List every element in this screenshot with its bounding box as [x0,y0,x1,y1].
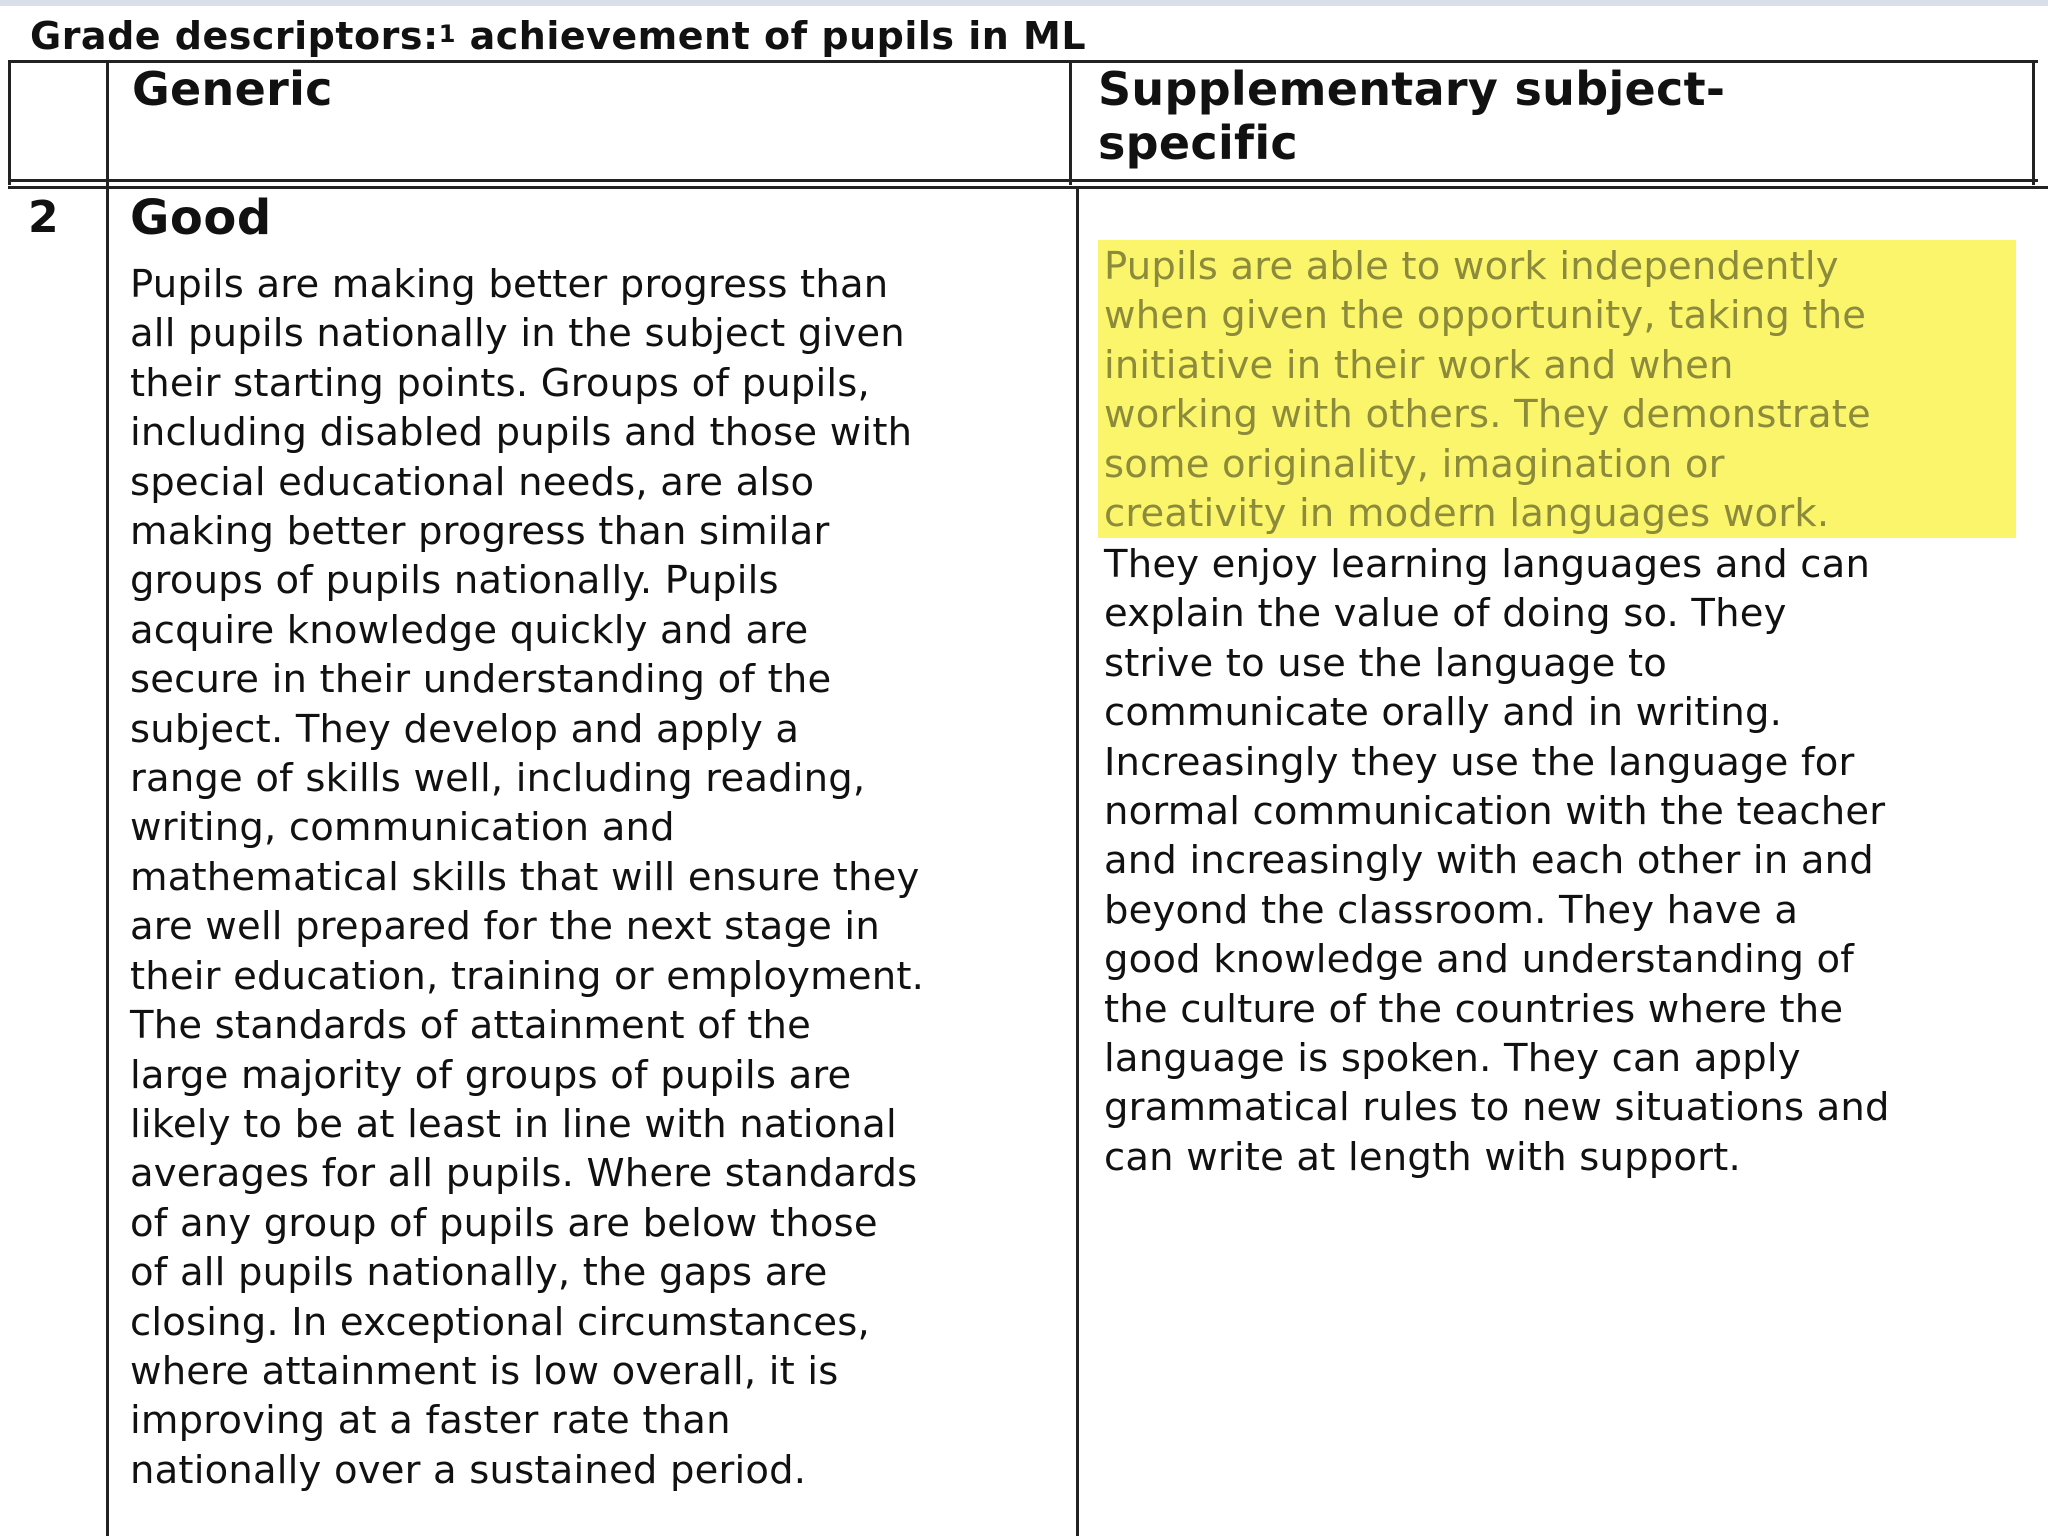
generic-line: closing. In exceptional circumstances, [130,1299,870,1345]
header-bottom-border-inner [8,186,2048,189]
header-bottom-border [8,179,2038,182]
generic-line: of any group of pupils are below those [130,1200,878,1246]
header-supplementary [1098,62,1725,170]
generic-descriptor [130,260,1065,1495]
generic-line: special educational needs, are also [130,459,815,505]
highlighted-line: Pupils are able to work independently [1104,244,1839,289]
supplementary-line: language is spoken. They can apply [1104,1036,1801,1082]
generic-line: their starting points. Groups of pupils, [130,360,870,406]
generic-line: writing, communication and [130,805,675,851]
generic-line: likely to be at least in line with national [130,1101,897,1147]
highlighted-descriptor [1104,242,2014,538]
generic-line: nationally over a sustained period. [130,1447,807,1493]
column-divider-1 [106,60,109,1536]
table-left-border [8,60,11,185]
generic-line: mathematical skills that will ensure they [130,854,920,900]
generic-line: The standards of attainment of the [130,1003,811,1049]
generic-line: large majority of groups of pupils are [130,1052,852,1098]
grade-name: Good [130,190,272,246]
supplementary-line: beyond the classroom. They have a [1104,887,1799,933]
generic-line: of all pupils nationally, the gaps are [130,1250,828,1296]
highlighted-line: some originality, imagination or [1104,441,1725,487]
generic-line: are well prepared for the next stage in [130,904,880,950]
generic-line: Pupils are making better progress than [130,262,889,307]
caption-rest: achievement of pupils in ML [455,14,1087,58]
supplementary-line: normal communication with the teacher [1104,789,1886,835]
supplementary-line: can write at length with support. [1104,1134,1741,1180]
generic-line: secure in their understanding of the [130,657,832,703]
supplementary-line: explain the value of doing so. They [1104,591,1787,637]
generic-line: including disabled pupils and those with [130,410,913,456]
generic-line: acquire knowledge quickly and are [130,607,809,653]
grade-number: 2 [28,192,59,243]
highlighted-line: working with others. They demonstrate [1104,392,1871,438]
footnote-marker: 1 [438,20,456,48]
supplementary-line: communicate orally and in writing. [1104,690,1783,736]
generic-line: groups of pupils nationally. Pupils [130,558,779,604]
column-divider-2-body [1076,186,1079,1536]
header-supplementary-line-1: Supplementary subject- [1098,62,1726,116]
window-top-edge [0,0,2048,6]
supplementary-line: They enjoy learning languages and can [1104,542,1871,587]
highlighted-line: creativity in modern languages work. [1104,491,1830,537]
header-supplementary-line-2: specific [1098,116,1298,170]
highlighted-line: when given the opportunity, taking the [1104,293,1867,339]
supplementary-line: strive to use the language to [1104,640,1668,686]
header-generic: Generic [132,62,333,116]
generic-line: where attainment is low overall, it is [130,1348,839,1394]
generic-line: all pupils nationally in the subject given [130,311,905,357]
table-caption [30,12,1086,60]
highlighted-line: initiative in their work and when [1104,342,1734,388]
generic-line: subject. They develop and apply a [130,706,800,752]
generic-line: making better progress than similar [130,509,830,555]
supplementary-line: Increasingly they use the language for [1104,739,1855,785]
supplementary-line: and increasingly with each other in and [1104,838,1874,884]
generic-line: improving at a faster rate than [130,1398,731,1444]
supplementary-descriptor [1104,540,2039,1182]
supplementary-line: the culture of the countries where the [1104,986,1844,1032]
caption-text: Grade descriptors: [30,14,439,58]
generic-line: their education, training or employment. [130,953,925,999]
supplementary-line: good knowledge and understanding of [1104,937,1855,983]
generic-line: averages for all pupils. Where standards [130,1151,918,1197]
supplementary-line: grammatical rules to new situations and [1104,1085,1890,1131]
table-right-border [2032,60,2035,185]
column-divider-2 [1069,60,1072,185]
generic-line: range of skills well, including reading, [130,756,866,802]
